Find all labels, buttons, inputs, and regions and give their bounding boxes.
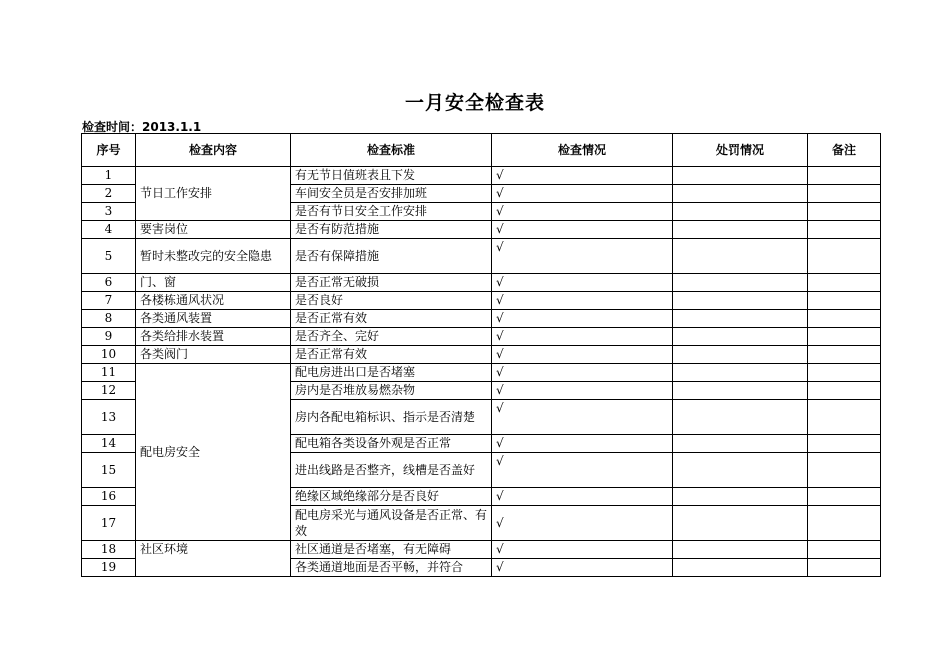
check-standard: 车间安全员是否安排加班 xyxy=(291,185,492,203)
check-standard: 是否正常有效 xyxy=(291,346,492,364)
remarks-cell xyxy=(808,203,881,221)
check-result: √ xyxy=(492,185,673,203)
penalty-cell xyxy=(673,203,808,221)
check-result: √ xyxy=(492,382,673,400)
check-result: √ xyxy=(492,364,673,382)
row-number: 2 xyxy=(82,185,136,203)
table-row xyxy=(82,292,881,310)
penalty-cell xyxy=(673,185,808,203)
remarks-cell xyxy=(808,382,881,400)
check-result: √ xyxy=(492,506,673,541)
check-result: √ xyxy=(492,167,673,185)
check-result: √ xyxy=(492,400,673,435)
penalty-cell xyxy=(673,346,808,364)
check-result: √ xyxy=(492,453,673,488)
check-content: 配电房安全 xyxy=(136,364,291,541)
penalty-cell xyxy=(673,506,808,541)
remarks-cell xyxy=(808,167,881,185)
row-number: 8 xyxy=(82,310,136,328)
penalty-cell xyxy=(673,292,808,310)
remarks-cell xyxy=(808,453,881,488)
remarks-cell xyxy=(808,400,881,435)
check-content: 各类通风装置 xyxy=(136,310,291,328)
remarks-cell xyxy=(808,364,881,382)
remarks-cell xyxy=(808,185,881,203)
remarks-cell xyxy=(808,221,881,239)
table-row xyxy=(82,239,881,274)
check-content: 节日工作安排 xyxy=(136,167,291,221)
check-standard: 配电箱各类设备外观是否正常 xyxy=(291,435,492,453)
check-content: 社区环境 xyxy=(136,541,291,577)
remarks-cell xyxy=(808,239,881,274)
check-result: √ xyxy=(492,221,673,239)
remarks-cell xyxy=(808,488,881,506)
penalty-cell xyxy=(673,364,808,382)
row-number: 13 xyxy=(82,400,136,435)
check-standard: 是否良好 xyxy=(291,292,492,310)
check-standard: 配电房采光与通风设备是否正常、有效 xyxy=(291,506,492,541)
penalty-cell xyxy=(673,541,808,559)
remarks-cell xyxy=(808,274,881,292)
check-result: √ xyxy=(492,274,673,292)
check-result: √ xyxy=(492,203,673,221)
row-number: 17 xyxy=(82,506,136,541)
check-result: √ xyxy=(492,292,673,310)
check-result: √ xyxy=(492,310,673,328)
table-row xyxy=(82,346,881,364)
check-result: √ xyxy=(492,488,673,506)
remarks-cell xyxy=(808,292,881,310)
header-content: 检查内容 xyxy=(136,134,291,167)
row-number: 15 xyxy=(82,453,136,488)
penalty-cell xyxy=(673,221,808,239)
page-title: 一月安全检查表 xyxy=(404,92,545,114)
check-content: 门、窗 xyxy=(136,274,291,292)
check-standard: 是否正常无破损 xyxy=(291,274,492,292)
check-content: 要害岗位 xyxy=(136,221,291,239)
check-result: √ xyxy=(492,559,673,577)
penalty-cell xyxy=(673,328,808,346)
penalty-cell xyxy=(673,453,808,488)
row-number: 10 xyxy=(82,346,136,364)
check-standard: 是否有防范措施 xyxy=(291,221,492,239)
check-result: √ xyxy=(492,541,673,559)
check-result: √ xyxy=(492,346,673,364)
check-standard: 房内各配电箱标识、指示是否清楚 xyxy=(291,400,492,435)
check-standard: 绝缘区域绝缘部分是否良好 xyxy=(291,488,492,506)
safety-check-table xyxy=(81,133,881,577)
check-standard: 是否正常有效 xyxy=(291,310,492,328)
check-standard: 是否有节日安全工作安排 xyxy=(291,203,492,221)
penalty-cell xyxy=(673,274,808,292)
penalty-cell xyxy=(673,167,808,185)
table-row xyxy=(82,364,881,382)
row-number: 16 xyxy=(82,488,136,506)
penalty-cell xyxy=(673,400,808,435)
remarks-cell xyxy=(808,541,881,559)
remarks-cell xyxy=(808,346,881,364)
header-no: 序号 xyxy=(82,134,136,167)
remarks-cell xyxy=(808,328,881,346)
row-number: 1 xyxy=(82,167,136,185)
row-number: 19 xyxy=(82,559,136,577)
row-number: 11 xyxy=(82,364,136,382)
row-number: 12 xyxy=(82,382,136,400)
row-number: 14 xyxy=(82,435,136,453)
remarks-cell xyxy=(808,310,881,328)
table-row xyxy=(82,274,881,292)
check-standard: 进出线路是否整齐，线槽是否盖好 xyxy=(291,453,492,488)
inspection-time: 检查时间：2013.1.1 xyxy=(82,120,202,134)
check-standard: 各类通道地面是否平畅，并符合 xyxy=(291,559,492,577)
check-content: 暂时未整改完的安全隐患 xyxy=(136,239,291,274)
row-number: 6 xyxy=(82,274,136,292)
row-number: 9 xyxy=(82,328,136,346)
penalty-cell xyxy=(673,559,808,577)
check-standard: 是否齐全、完好 xyxy=(291,328,492,346)
table-row xyxy=(82,541,881,559)
table-row xyxy=(82,167,881,185)
penalty-cell xyxy=(673,488,808,506)
remarks-cell xyxy=(808,435,881,453)
check-standard: 有无节日值班表且下发 xyxy=(291,167,492,185)
header-result: 检查情况 xyxy=(492,134,673,167)
row-number: 3 xyxy=(82,203,136,221)
check-standard: 房内是否堆放易燃杂物 xyxy=(291,382,492,400)
table-row xyxy=(82,328,881,346)
remarks-cell xyxy=(808,559,881,577)
header-remarks: 备注 xyxy=(808,134,881,167)
header-standard: 检查标准 xyxy=(291,134,492,167)
penalty-cell xyxy=(673,239,808,274)
row-number: 18 xyxy=(82,541,136,559)
check-standard: 配电房进出口是否堵塞 xyxy=(291,364,492,382)
header-penalty: 处罚情况 xyxy=(673,134,808,167)
row-number: 4 xyxy=(82,221,136,239)
penalty-cell xyxy=(673,435,808,453)
table-row xyxy=(82,310,881,328)
check-content: 各类给排水装置 xyxy=(136,328,291,346)
penalty-cell xyxy=(673,382,808,400)
check-standard: 是否有保障措施 xyxy=(291,239,492,274)
check-result: √ xyxy=(492,328,673,346)
table-header-row xyxy=(82,134,881,167)
row-number: 5 xyxy=(82,239,136,274)
penalty-cell xyxy=(673,310,808,328)
row-number: 7 xyxy=(82,292,136,310)
remarks-cell xyxy=(808,506,881,541)
check-content: 各楼栋通风状况 xyxy=(136,292,291,310)
table-row xyxy=(82,221,881,239)
check-content: 各类阀门 xyxy=(136,346,291,364)
check-result: √ xyxy=(492,239,673,274)
check-result: √ xyxy=(492,435,673,453)
check-standard: 社区通道是否堵塞，有无障碍 xyxy=(291,541,492,559)
